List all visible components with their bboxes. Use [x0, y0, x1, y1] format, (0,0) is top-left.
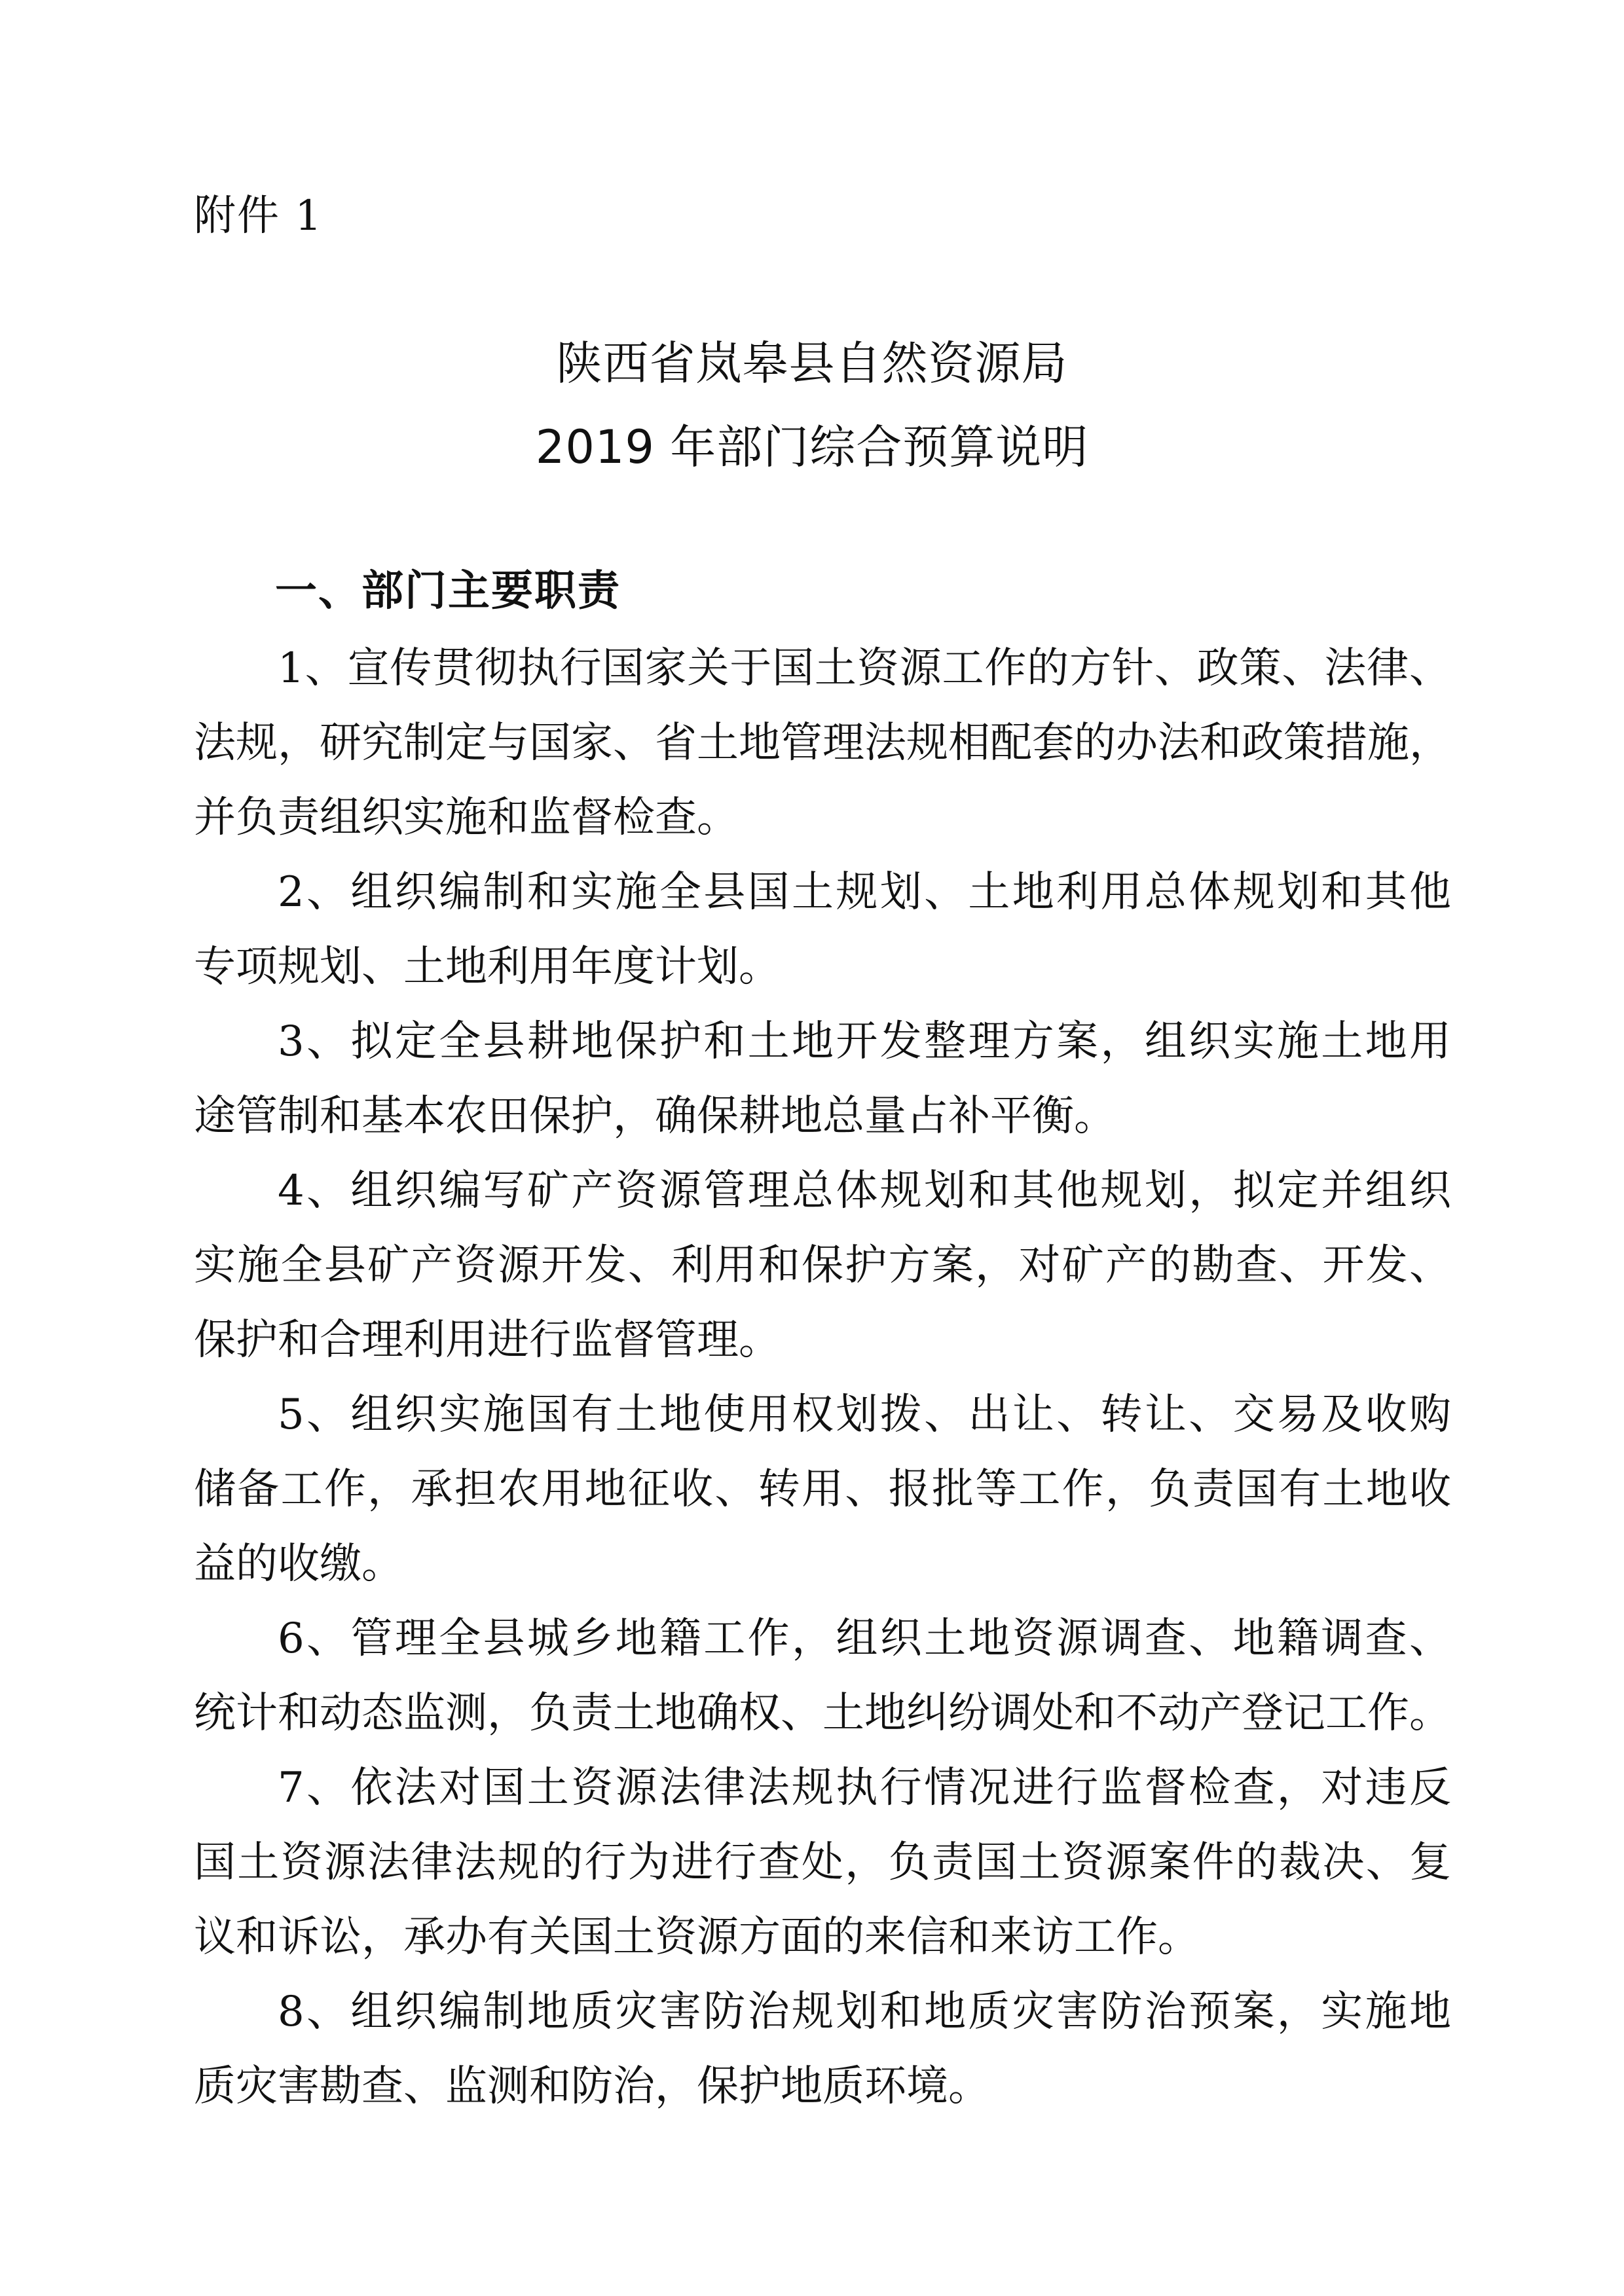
body-line: 法规，研究制定与国家、省土地管理法规相配套的办法和政策措施， [194, 719, 1451, 767]
body-line: 5、组织实施国有土地使用权划拨、出让、转让、交易及收购 [278, 1391, 1451, 1439]
section-heading-duties: 一、部门主要职责 [275, 567, 621, 615]
body-line: 2、组织编制和实施全县国土规划、土地利用总体规划和其他 [278, 868, 1451, 917]
body-line: 7、依法对国土资源法律法规执行情况进行监督检查，对违反 [278, 1764, 1451, 1812]
body-line: 质灾害勘查、监测和防治，保护地质环境。 [194, 2062, 990, 2111]
body-line: 3、拟定全县耕地保护和土地开发整理方案，组织实施土地用 [278, 1017, 1451, 1066]
body-line: 益的收缴。 [194, 1540, 403, 1588]
document-title-line1: 陕西省岚皋县自然资源局 [556, 337, 1068, 390]
body-line: 实施全县矿产资源开发、利用和保护方案，对矿产的勘查、开发、 [194, 1241, 1451, 1290]
body-line: 储备工作，承担农用地征收、转用、报批等工作，负责国有土地收 [194, 1465, 1451, 1514]
body-line: 专项规划、土地利用年度计划。 [194, 943, 781, 991]
body-line: 国土资源法律法规的行为进行查处，负责国土资源案件的裁决、复 [194, 1838, 1451, 1887]
body-line: 议和诉讼，承办有关国土资源方面的来信和来访工作。 [194, 1913, 1200, 1961]
attachment-label: 附件 1 [194, 192, 323, 240]
duties-body [194, 631, 1451, 2124]
body-line: 并负责组织实施和监督检查。 [194, 793, 739, 842]
document-title-line2: 2019 年部门综合预算说明 [535, 420, 1089, 474]
body-line: 保护和合理利用进行监督管理。 [194, 1316, 781, 1364]
body-line: 统计和动态监测，负责土地确权、土地纠纷调处和不动产登记工作。 [194, 1689, 1451, 1738]
body-line: 4、组织编写矿产资源管理总体规划和其他规划，拟定并组织 [278, 1167, 1451, 1215]
body-line: 途管制和基本农田保护，确保耕地总量占补平衡。 [194, 1092, 1116, 1140]
body-line: 8、组织编制地质灾害防治规划和地质灾害防治预案，实施地 [278, 1988, 1451, 2036]
body-line: 1、宣传贯彻执行国家关于国土资源工作的方针、政策、法律、 [278, 644, 1451, 693]
body-line: 6、管理全县城乡地籍工作，组织土地资源调查、地籍调查、 [278, 1614, 1451, 1663]
